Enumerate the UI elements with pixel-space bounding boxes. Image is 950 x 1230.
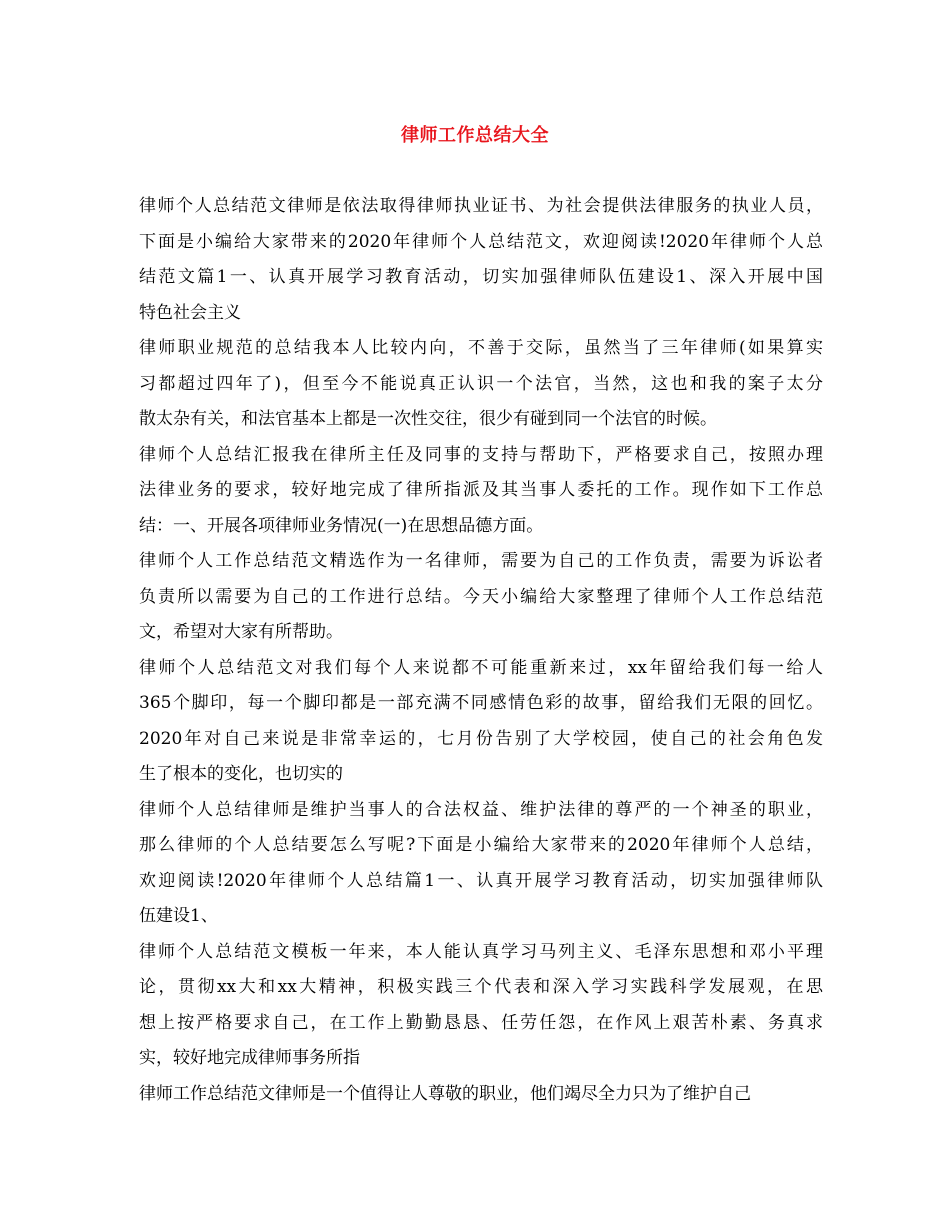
paragraph-line: 2020年对自己来说是非常幸运的，七月份告别了大学校园，使自己的社会角色发 [139, 728, 823, 749]
paragraph-line: 散太杂有关，和法官基本上都是一次性交往，很少有碰到同一个法官的时候。 [139, 409, 717, 429]
paragraph-line: 下面是小编给大家带来的2020年律师个人总结范文，欢迎阅读!2020年律师个人总 [139, 231, 823, 252]
paragraph-line: 法律业务的要求，较好地完成了律所指派及其当事人委托的工作。现作如下工作总 [139, 480, 823, 500]
paragraph-line: 律师个人总结范文对我们每个人来说都不可能重新来过，xx年留给我们每一给人 [139, 657, 823, 678]
paragraph-line: 习都超过四年了)，但至今不能说真正认识一个法官，当然，这也和我的案子太分 [139, 373, 823, 394]
paragraph [139, 438, 823, 545]
paragraph-line: 实，较好地完成律师事务所指 [139, 1048, 360, 1068]
paragraph-line: 律师个人总结律师是维护当事人的合法权益、维护法律的尊严的一个神圣的职业， [139, 799, 823, 820]
paragraph-line: 伍建设1、 [139, 906, 218, 926]
paragraph-line: 负责所以需要为自己的工作进行总结。今天小编给大家整理了律师个人工作总结范 [139, 586, 823, 607]
paragraph-line: 律师职业规范的总结我本人比较内向，不善于交际，虽然当了三年律师(如果算实 [139, 338, 823, 358]
paragraph-line: 律师工作总结范文律师是一个值得让人尊敬的职业，他们竭尽全力只为了维护自己 [139, 1083, 751, 1104]
paragraph [139, 331, 823, 438]
paragraph-line: 结：一、开展各项律师业务情况(一)在思想品德方面。 [139, 515, 544, 536]
paragraph-line: 论，贯彻xx大和xx大精神，积极实践三个代表和深入学习实践科学发展观，在思 [139, 977, 823, 997]
paragraph-line: 特色社会主义 [139, 302, 241, 323]
paragraph-line: 365个脚印，每一个脚印都是一部充满不同感情色彩的故事，留给我们无限的回忆。 [139, 693, 823, 713]
paragraph-line: 那么律师的个人总结要怎么写呢?下面是小编给大家带来的2020年律师个人总结， [139, 835, 823, 855]
document-body [139, 189, 823, 1112]
paragraph-line: 律师个人总结范文模板一年来，本人能认真学习马列主义、毛泽东思想和邓小平理 [139, 941, 823, 962]
paragraph-line: 生了根本的变化，也切实的 [139, 764, 343, 784]
document-title: 律师工作总结大全 [401, 125, 549, 146]
paragraph-line: 律师个人总结汇报我在律所主任及同事的支持与帮助下，严格要求自己，按照办理 [139, 444, 823, 465]
paragraph-line: 文，希望对大家有所帮助。 [139, 622, 343, 642]
paragraph [139, 544, 823, 651]
paragraph [139, 1077, 823, 1113]
paragraph-line: 想上按严格要求自己，在工作上勤勤恳恳、任劳任怨，在作风上艰苦朴素、务真求 [139, 1012, 823, 1033]
paragraph [139, 935, 823, 1077]
paragraph-line: 律师个人工作总结范文精选作为一名律师，需要为自己的工作负责，需要为诉讼者 [139, 551, 823, 571]
paragraph [139, 793, 823, 935]
paragraph-line: 律师个人总结范文律师是依法取得律师执业证书、为社会提供法律服务的执业人员， [139, 196, 823, 216]
paragraph-line: 欢迎阅读!2020年律师个人总结篇1一、认真开展学习教育活动，切实加强律师队 [139, 870, 823, 891]
paragraph [139, 651, 823, 793]
paragraph-line: 结范文篇1一、认真开展学习教育活动，切实加强律师队伍建设1、深入开展中国 [139, 267, 823, 287]
paragraph [139, 189, 823, 331]
